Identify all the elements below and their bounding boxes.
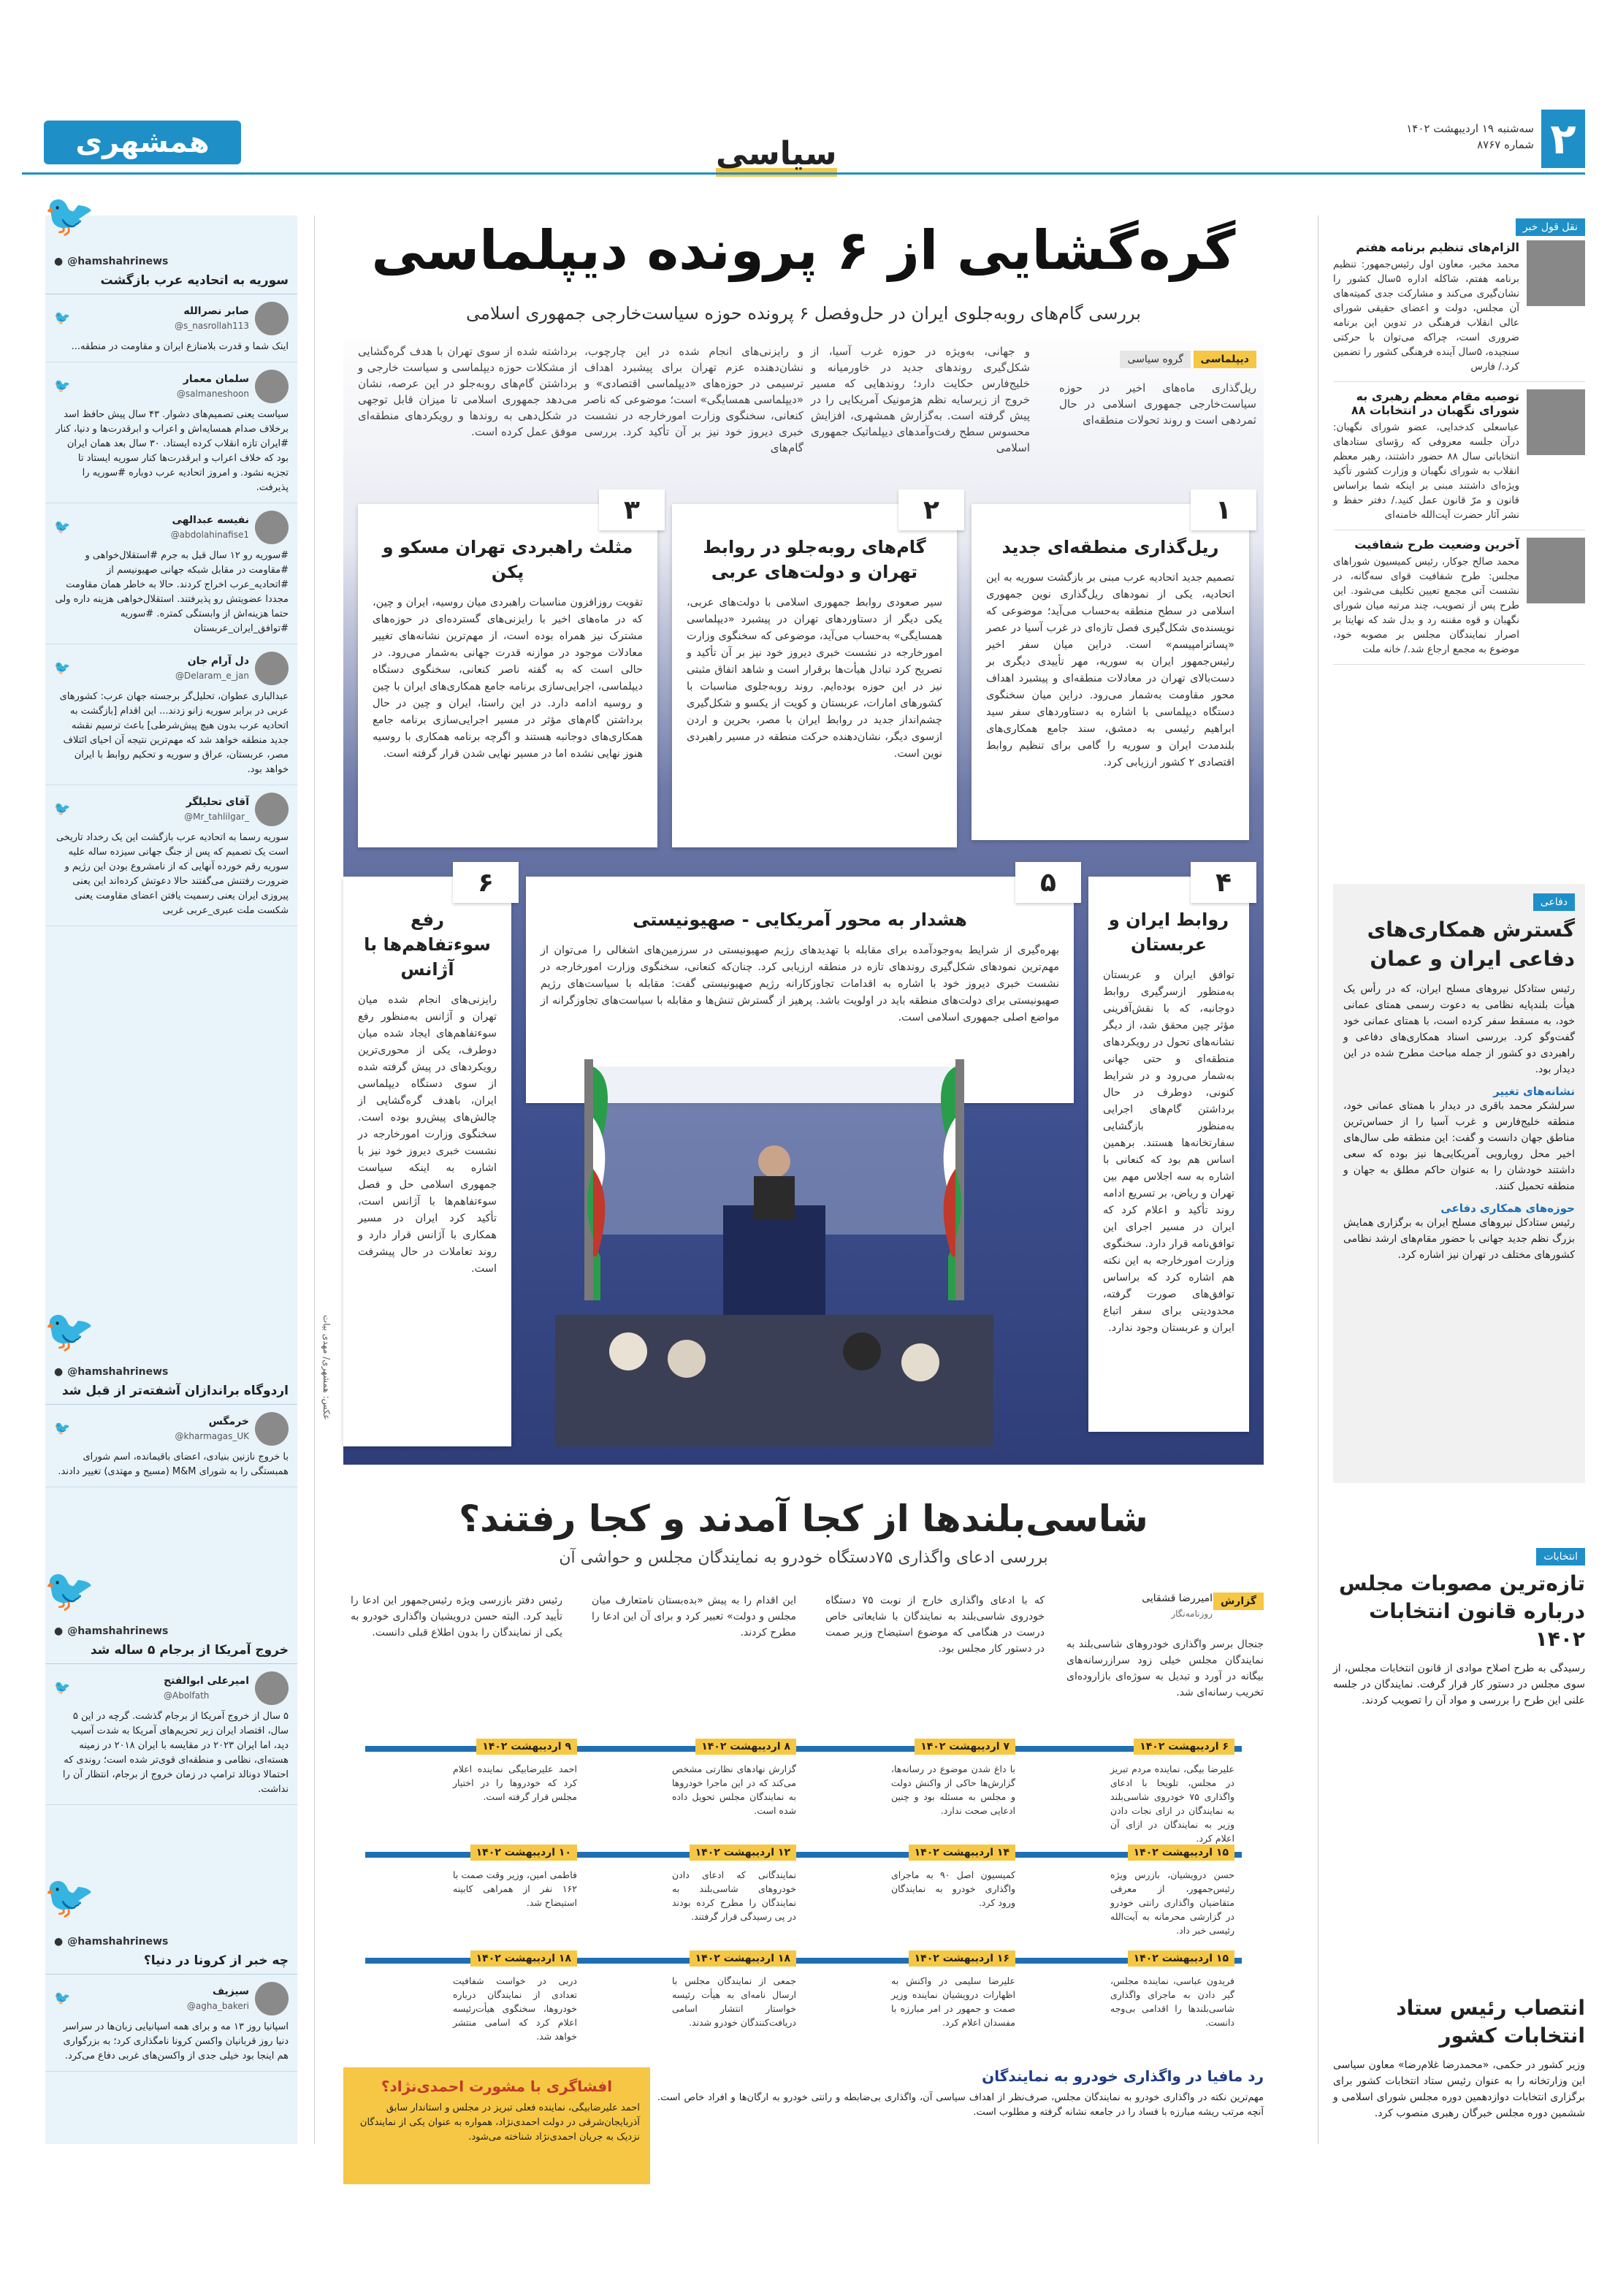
tweet-text: عبدالباری عطوان، تحلیل‌گر برجسته جهان عرب: کشورهای عربی در برابر سوریه زانو زدند... این اقدام [بازگشت به اتحادیه عرب بدون هیچ پیش‌شرطی] باعث ترسیم نقشه جدید منطقه خواهد شد که مهم‌ترین نتیجه آن احیای ائتلاف مصر، عربستان، عراق و سوریه و تحکیم روابط با ایران خواهد بود. [59, 691, 289, 775]
portrait-photo [1527, 538, 1585, 603]
tweet-user-id: @kharmagas_UK [175, 1431, 249, 1441]
twitter-icon: 🐦 [54, 1680, 71, 1696]
tweet-text: #سوریه رو ۱۲ سال قبل به جرم #استقلال‌خواهی و #مقاومت در مقابل شبکه جهانی صهیونیسم از #اتحادیه_عرب اخراج کردند. حالا به خاطر همان مقاومت مجددا عضویتش رو پذیرفتند. استقلال‌خواهی هزینه داره ولی حتما هزینه‌اش از وابستگی کمتره. #سوریه #توافق_ایران_عربستان [55, 550, 289, 634]
intro-paragraph: و جهانی، به‌ویژه در حوزه غرب آسیا، از شکل‌گیری روندهای جدید در خاورمیانه و خلیج‌فارس حکایت دارد؛ روندهایی که مسیر خروج از زیرسایه نظم هژمونیک آمریکایی را در پیش گرفته است. به‌گزارش همشهری، افزایش محسوس سطح رفت‌وآمدهای دیپلماتیک جمهوری اسلامی [811, 345, 1030, 454]
tweet [45, 503, 297, 644]
avatar [255, 511, 289, 544]
twitter-handle[interactable]: ● @hamshahrinews [54, 1625, 169, 1637]
twitter-block-2 [45, 1359, 297, 1487]
tweet [45, 785, 297, 926]
tweet-user-id: @salmaneshoon [176, 389, 249, 399]
hamshahri-logo: همشهری [44, 121, 241, 164]
sidebar-box-ahmadinejad [343, 2067, 650, 2184]
card-title: روابط ایران و عربستان [1108, 909, 1229, 955]
tweet-text: سوریه رسما به اتحادیه عرب بازگشت این یک رخداد تاریخی است یک تصمیم که پس از جنگ جهانی سیزده ساله علیه سوریه رقم خورده آنهایی که از نامشروع بودن این رژیم و ضرورت رفتنش می‌گفتند حالا دعوتش کرده‌اند این یعنی پیروزی ایران یعنی رسمیت یافتن اعضای مقاومت یعنی شکست ملت عبری_عربی غربی [56, 832, 289, 916]
card-title: گام‌های روبه‌جلو در روابط تهران و دولت‌های عربی [703, 537, 926, 582]
avatar [255, 652, 289, 685]
timeline-date: ۱۴ اردیبهشت ۱۴۰۲ [909, 1845, 1015, 1861]
timeline-text: کمیسیون اصل ۹۰ به ماجرای واگذاری خودرو به نمایندگان ورود کرد. [891, 1869, 1015, 1908]
timeline-date: ۶ اردیبهشت ۱۴۰۲ [1134, 1739, 1234, 1755]
news-body: محمد مخبر، معاون اول رئیس‌جمهور: تنظیم برنامه هفتم، شاکله اداره ۵سال کشور را نشان‌گیری می‌کند و مشارکت جدی کمیته‌های آن مجلس، دولت و اعضای حقیقی شورای عالی انقلاب فرهنگی در تدوین این برنامه ضروری است، چراکه می‌توان با حرکتی سنجیده، ۵سال آینده فرهنگی کشور را تضمین کرد./ فارس [1333, 259, 1519, 373]
tweet-user-name: خرمگس [208, 1416, 249, 1427]
timeline-date: ۱۵ اردیبهشت ۱۴۰۲ [1128, 1845, 1234, 1861]
defense-subheading: حوزه‌های همکاری دفاعی [1440, 1202, 1575, 1215]
card-body: سیر صعودی روابط جمهوری اسلامی با دولت‌های عربی، یکی دیگر از دستاوردهای تهران در پیشبرد «دیپلماسی همسایگی» به‌حساب می‌آید، موضوعی که سخنگوی وزارت امورخارجه در نشست خبری دیروز خود نیز بر آن تأکید و تصریح کرد تبادل هیأت‌ها برقرار است و شاهد اتفاق مثبتی نیز در این حوزه بوده‌ایم. روند روبه‌جلوی مناسبات با کشورهای امارات، عربستان و کویت از یکسو و شکل‌گیری چشم‌انداز جدید در روابط ایران با مصر، بحرین و اردن ازسوی دیگر، نشان‌دهنده حرکت منطقه در مسیر راهبردی نوین است. [687, 597, 942, 760]
tweet-user-name: سلمان معمار [183, 373, 249, 385]
report-tag: گزارش [1213, 1593, 1264, 1610]
news-item [1333, 530, 1585, 665]
tweet-text: اینک شما و قدرت بلامنازع ایران و مقاومت در منطقه... [71, 341, 289, 352]
card-number: ۵ [1015, 862, 1081, 903]
press-conference-illustration [555, 1037, 993, 1446]
news-body: محمد صالح جوکار، رئیس کمیسیون شوراهای مجلس: طرح شفافیت قوای سه‌گانه، در نشست آتی مجمع تعیین تکلیف می‌شود. این طرح پس از تصویب، چند مرتبه میان شورای نگهبان و قوه مقننه رد و بدل شد که نهایتا بر اصرار نمایندگان مجلس بر مصوبه خود، موضوع به مجمع ارجاع شد./ خانه ملت [1333, 556, 1519, 655]
timeline-text: علیرضا سلیمی در واکنش به اظهارات درویشیان نماینده وزیر صمت و جمهور در امر مبارزه با مفسدان اعلام کرد. [891, 1975, 1015, 2028]
mafia-section [657, 2067, 1264, 2184]
twitter-bird-icon: 🐦 [44, 1567, 95, 1614]
tweet-text: با خروج نازنین بنیادی، اعضای باقیمانده، اسم شورای همبستگی را به شورای M&M (مسیح و مهتدی) تغییر دادند. [58, 1452, 289, 1477]
news-item [1333, 233, 1585, 382]
story-card-6 [343, 867, 511, 1446]
tweet [45, 294, 297, 362]
card-title: مثلث راهبردی تهران مسکو و پکن [382, 537, 633, 582]
twitter-bird-icon: 🐦 [44, 192, 95, 240]
tweet-user-name: آقای تحلیلگر [186, 796, 249, 808]
intro-paragraph: برداشته شده از سوی تهران با هدف گره‌گشایی از مشکلات حوزه دیپلماسی و سیاست خارجی و برداشتن گام‌های رو‌به‌جلو در این عرصه، نشان می‌دهد جمهوری اسلامی تا میزان قابل توجهی در شکل‌دهی به روندها و رویکردهای منطقه‌ای موفق عمل کرده است. [358, 345, 577, 438]
timeline-date: ۱۶ اردیبهشت ۱۴۰۲ [909, 1950, 1015, 1967]
issue-date: سه‌شنبه ۱۹ اردیبهشت ۱۴۰۲ [1406, 122, 1534, 135]
timeline-date: ۱۵ اردیبهشت ۱۴۰۲ [1128, 1950, 1234, 1967]
tweet-user-name: امیرعلی ابوالفتح [164, 1675, 249, 1687]
quote-tag: نقل قول خبر [1516, 218, 1585, 236]
story2-subheadline: بررسی ادعای واگذاری ۷۵دستگاه خودرو به نمایندگان مجلس و حواشی آن [559, 1549, 1048, 1567]
news-body: عباسعلی کدخدایی، عضو شورای نگهبان: درآن جلسه معروفی که رؤسای ستادهای انتخاباتی سال ۸۸ حضور داشتند، رهبر معظم انقلاب به شورای نگهبان و وزارت کشور تأکید ویژه‌ای داشتند مبنی بر اینکه شما براساس قانون و مرّ قانون عمل کنید./ دفتر حفظ و نشر آثار حضرت آیت‌الله خامنه‌ای [1333, 422, 1520, 521]
twitter-icon: 🐦 [54, 801, 71, 817]
section-tag: دیپلماسی [1194, 351, 1256, 368]
timeline-date: ۱۸ اردیبهشت ۱۴۰۲ [470, 1950, 577, 1967]
tweet-user-id: @agha_bakeri [186, 2001, 249, 2011]
timeline-date: ۹ اردیبهشت ۱۴۰۲ [476, 1739, 577, 1755]
tweet-user-name: نفیسه عبدالهی [172, 514, 249, 526]
card-body: تقویت روزافزون مناسبات راهبردی میان روسیه، ایران و چین، که در ماه‌های اخیر با رایزنی‌های گسترده‌ای در حوزه‌های مشترک نیز همراه بوده است، از مهم‌ترین نشانه‌های تغییر معادلات موجود در موازنه قدرت جهانی به‌شمار می‌رود. در حالی است که به گفته ناصر کنعانی، سخنگوی دستگاه دیپلماسی، اجرایی‌سازی برنامه جامع همکاری‌های ایران با چین و روسیه ادامه دارد. در این راستا، ایران و چین در حال برداشتن گام‌های مؤثر در مسیر اجرایی‌سازی برنامه جامع همکاری‌های دوجانبه هستند و اگرچه برنامه همکاری با روسیه هنوز نهایی نشده اما در مسیر نهایی شدن قرار گرفته است. [373, 597, 643, 760]
timeline-date: ۸ اردیبهشت ۱۴۰۲ [695, 1739, 796, 1755]
timeline-text: نمایندگانی که ادعای دادن خودروهای شاسی‌بلند به نمایندگان را مطرح کرده بودند در پی رسیدگی قرار گرفتند. [672, 1869, 796, 1922]
main-intro [351, 343, 1256, 489]
card-title: ریل‌گذاری منطقه‌ای جدید [1001, 537, 1219, 557]
tweet-user-id: @Abolfath [164, 1690, 210, 1701]
story-card-1 [972, 495, 1249, 840]
election-title: تازه‌ترین مصوبات مجلس درباره قانون انتخابات ۱۴۰۲ [1339, 1571, 1585, 1651]
column-divider-left [314, 216, 315, 2144]
story2-paragraph: این اقدام را به پیش «بده‌بستان نامتعارف میان مجلس و دولت» تعبیر کرد و برای آن این ادعا را مطرح کردند. [592, 1595, 796, 1639]
defense-title: گسترش همکاری‌های دفاعی ایران و عمان [1367, 918, 1575, 971]
news-item [1333, 382, 1585, 530]
twitter-icon: 🐦 [54, 310, 71, 326]
avatar [255, 1982, 289, 2015]
story-card-2 [672, 495, 957, 847]
timeline-text: فریدون عباسی، نماینده مجلس، گیر دادن به ماجرای واگذاری شاسی‌بلندها را اقدامی بی‌وجه دانست. [1110, 1975, 1234, 2028]
twitter-handle[interactable]: ● @hamshahrinews [54, 256, 169, 267]
election-section [1333, 1549, 1585, 1709]
quotes-column [1333, 219, 1585, 665]
intro-paragraph: ریل‌گذاری ماه‌های اخیر در حوزه سیاست‌خارجی جمهوری اسلامی در حال ثمردهی است و روند تحولات منطقه‌ای [1059, 381, 1256, 427]
twitter-headline: اردوگاه براندازان آشفته‌تر از قبل شد [45, 1378, 297, 1405]
twitter-block-3 [45, 1618, 297, 1805]
news-title: توصیه مقام معظم رهبری به شورای نگهبان در انتخابات ۸۸ [1351, 389, 1519, 417]
timeline-date: ۱۰ اردیبهشت ۱۴۰۲ [470, 1845, 577, 1861]
timeline-date: ۱۸ اردیبهشت ۱۴۰۲ [690, 1950, 796, 1967]
story2-headline: شاسی‌بلندها از کجا آمدند و کجا رفتند؟ [459, 1498, 1148, 1540]
card-body: تصمیم جدید اتحادیه عرب مبنی بر بازگشت سوریه به این اتحادیه، یکی از نمودهای ریل‌گذاری نوین جمهوری اسلامی در سطح منطقه به‌حساب می‌آید؛ موضوعی که نویسنده‌ی شکل‌گیری فصل تازه‌ای در غرب آسیا در عصر «پساترامپیسم» است. دراین میان سفر اخیر رئیس‌جمهور ایران به سوریه، مهر تأییدی دیگری بر دست‌بالای تهران در معادلات منطقه‌ای و پیشبرد اهداف محور مقاومت به‌شمار می‌رود. دراین میان سخنگوی دستگاه دیپلماسی با اشاره به دستاوردهای سفر سید ابراهیم رئیسی به دمشق، سند جامع همکاری‌های بلندمدت ایران و سوریه را گامی برای تنظیم روابط اقتصادی ۲ کشور ارزیابی کرد. [986, 572, 1234, 768]
timeline-text: دربی در خواست شفافیت تعدادی از نمایندگان درباره خودروها، سخنگوی هیأت‌رئیسه اعلام کرد که اسامی منتشر خواهد شد. [453, 1975, 577, 2042]
tweet-text: اسپانیا روز ۱۳ مه و برای همه اسپانیایی زبان‌ها در سراسر دنیا روز قربانیان واکسن کرونا نامگذاری کرد؛ به بزرگواری هم اینجا بود خیلی جدی از واکسن‌های غربی دفاع می‌کرد. [63, 2021, 289, 2062]
tweet-user-id: @s_nasrollah113 [174, 321, 249, 331]
twitter-block-1 [45, 248, 297, 926]
timeline-text: فاطمی امین، وزیر وقت صمت با ۱۶۲ نفر از همراهی کابینه استیضاح شد. [453, 1869, 577, 1908]
issue-date-block [1406, 121, 1534, 153]
avatar [255, 1671, 289, 1705]
story-card-3 [358, 495, 657, 847]
avatar [255, 370, 289, 403]
box-text: احمد علیرضابیگی، نماینده فعلی تبریز در مجلس و استاندار سابق آذربایجان‌شرقی در دولت احمدی‌نژاد، همواره به عنوان یکی از نمایندگان نزدیک به جریان احمدی‌نژاد شناخته می‌شود. [359, 2102, 640, 2143]
twitter-icon: 🐦 [54, 1421, 71, 1436]
tweet [45, 1975, 297, 2072]
tweet [45, 1405, 297, 1487]
tweet-text: ۵ سال از خروج آمریکا از برجام گذشت. گرچه در این ۵ سال، اقتصاد ایران زیر تحریم‌های آمریکا به شدت آسیب دید، اما ایران ۲۰۲۳ در مقایسه با ایران ۲۰۱۸ در زمینه هسته‌ای، نظامی و منطقه‌ای قوی‌تر شده است؛ روندی که احتمالا دونالد ترامپ در زمان خروج از برجام، انتظار آن را نداشت. [62, 1711, 289, 1795]
section-title: سیاسی [716, 135, 837, 172]
tweet-user-name: صابر نصرالله [183, 305, 249, 317]
news-title: آخرین وضعیت طرح شفافیت [1354, 538, 1519, 552]
card-number: ۴ [1191, 862, 1256, 903]
avatar [255, 1412, 289, 1446]
twitter-icon: 🐦 [54, 1991, 71, 2006]
section-text: مهم‌ترین نکته در واگذاری خودرو به نمایندگان مجلس، صرف‌نظر از اهداف سیاسی آن، واگذاری بی‌ضابطه و رانتی خودرو به ارگان‌ها و افراد خاص است. آنچه مرتب ریشه مبارزه با فساد را در جامعه نشانه گرفته و مطلوب است. [657, 2092, 1264, 2118]
portrait-photo [1527, 240, 1585, 306]
story2-paragraph: که با ادعای واگذاری خارج از نوبت ۷۵ دستگاه خودروی شاسی‌بلند به نمایندگان با شایعاتی خاص درست در هنگامی که موضوع استیضاح وزیر صمت در دستور کار مجلس بود. [825, 1595, 1045, 1655]
card-body: رایزنی‌های انجام شده میان تهران و آژانس به‌منظور رفع سوءتفاهم‌های ایجاد شده میان دوطرف، یکی از محوری‌ترین رویکردهای در پیش گرفته شده از سوی دستگاه دیپلماسی ایران، باهدف گره‌گشایی از چالش‌های پیش‌رو بوده است. سخنگوی وزارت امورخارجه در نشست خبری دیروز خود نیز با اشاره به اینکه سیاست جمهوری اسلامی حل و فصل سوءتفاهم‌ها با آژانس است، تأکید کرد ایران در مسیر همکاری با آژانس قرار دارد و روند تعاملات در حال پیشرفت است. [358, 994, 497, 1275]
story2-paragraph: رئیس دفتر بازرسی ویژه رئیس‌جمهور این ادعا را تأیید کرد. البته حسن درویشیان واگذاری خودرو به یکی از نمایندگان را بدون اطلاع قبلی دانست. [351, 1595, 562, 1639]
timeline [343, 1739, 1264, 2067]
defense-subheading: نشانه‌های تغییر [1493, 1085, 1575, 1098]
tweet-text: سیاست یعنی تصمیم‌های دشوار. ۴۳ سال پیش حافظ اسد برخلاف صدام همسایه‌اش و اعراب و ابرقدرت‌ها و دنیا، کنار #ایران تازه انقلاب کرده ایستاد. ۳۰ سال بعد همان ایران بود که خلاف اعراب و ابرقدرت‌ها کنار سوریه ایستاد تا تجزیه نشود. و امروز اتحادیه عرب دوباره #سوریه را پذیرفت. [56, 409, 289, 493]
twitter-headline: سوریه به اتحادیه عرب بازگشت [45, 267, 297, 294]
timeline-date: ۱۲ اردیبهشت ۱۴۰۲ [690, 1845, 796, 1861]
photo-caption: عکس: همشهری/ مهدی بیات [321, 1315, 332, 1420]
main-headline: گره‌گشایی از ۶ پرونده دیپلماسی [371, 219, 1236, 282]
author-name: امیررضا قشقایی [1142, 1593, 1213, 1604]
defense-tag: دفاعی [1533, 893, 1575, 911]
election-chief-title: انتصاب رئیس ستاد انتخابات کشور [1396, 1996, 1585, 2048]
timeline-text: با داغ شدن موضوع در رسانه‌ها، گزارش‌ها حاکی از واکنش دولت و مجلس به مسئله بود و چنین ادعایی صحت ندارد. [891, 1763, 1015, 1816]
twitter-handle[interactable]: ● @hamshahrinews [54, 1366, 169, 1378]
card-body: توافق ایران و عربستان به‌منظور ازسرگیری روابط دوجانبه، که با نقش‌آفرینی مؤثر چین محقق شد، از دیگر نشانه‌های تحول در رویکردهای منطقه‌ای و حتی جهانی به‌شمار می‌رود و در شرایط کنونی، دوطرف در حال برداشتن گام‌های اجرایی به‌منظور بازگشایی سفارتخانه‌ها هستند. برهمین اساس هم بود که کنعانی با اشاره به سه اجلاس مهم بین تهران و ریاض، بر تسریع ادامه روند تأکید و اعلام کرد که ایران در مسیر اجرای این توافق‌نامه قرار دارد. سخنگوی وزارت امورخارجه به این نکته هم اشاره کرد که براساس توافق‌های صورت گرفته، محدودیتی برای سفر اتباع ایران و عربستان وجود ندارد. [1103, 969, 1234, 1334]
card-number: ۲ [898, 489, 964, 530]
box-title: افشاگری با مشورت احمدی‌نژاد؟ [381, 2078, 613, 2095]
card-number: ۶ [453, 862, 519, 903]
tweet-user-id: @Delaram_e_jan [175, 671, 249, 681]
twitter-block-4 [45, 1929, 297, 2072]
tweet-user-id: @abdolahinafise1 [170, 530, 249, 540]
twitter-icon: 🐦 [54, 519, 71, 535]
timeline-text: احمد علیرضابیگی نماینده اعلام کرد که خودروها را در اختیار مجلس قرار گرفته است. [453, 1763, 577, 1802]
card-title: رفع سوءتفاهم‌ها با آژانس [364, 909, 491, 980]
story2-paragraph: جنجال برسر واگذاری خودروهای شاسی‌بلند به نمایندگان مجلس خیلی زود سرازرسانه‌های بیگانه در آورد و تبدیل به سوژه‌ای بازاروده‌ای تخریب رسانه‌ای شد. [1066, 1639, 1264, 1698]
timeline-date: ۷ اردیبهشت ۱۴۰۲ [915, 1739, 1015, 1755]
election-chief-section [1333, 1987, 1585, 2121]
timeline-text: علیرضا بیگی، نماینده مردم تبریز در مجلس، تلویحا با ادعای واگذاری ۷۵ خودروی شاسی‌بلند به نمایندگان در ازای نجات دادن وزیر به نمایندگان در ازای آن اعلام کرد. [1110, 1763, 1234, 1844]
defense-body: سرلشکر محمد باقری در دیدار با همتای عمانی خود، منطقه خلیج‌فارس و غرب آسیا را از حساس‌ترین مناطق جهان دانست و گفت: این منطقه طی سال‌های اخیر محل رو‌یارویی آمریکایی‌ها نیز بوده که سعی داشتند خودشان را به عنوان حاکم مطلق به جهان و منطقه تحمیل کنند. [1343, 1100, 1575, 1192]
election-body: رسیدگی به طرح اصلاح موادی از قانون انتخابات مجلس، از سوی مجلس در دستور کار قرار گرفت. نمایندگان در جلسه علنی این طرح را بررسی و مواد آن را تصویب کردند. [1333, 1663, 1585, 1706]
story2-intro [343, 1593, 1264, 1739]
election-tag: انتخابات [1536, 1548, 1585, 1565]
main-subheadline: بررسی گام‌های روبه‌جلوی ایران در حل‌وفصل ۶ پرونده حوزه سیاست‌خارجی جمهوری اسلامی [466, 303, 1141, 324]
portrait-photo [1527, 389, 1585, 455]
avatar [255, 793, 289, 826]
defense-body: رئیس ستادکل نیروهای مسلح ایران به برگزاری همایش بزرگ نظم جدید جهانی با حضور مقام‌های ارشد نظامی کشورهای مختلف در تهران نیز اشاره کرد. [1343, 1217, 1575, 1261]
hamshahri-avatar-icon: ● [54, 256, 64, 267]
tweet [45, 362, 297, 503]
page-number: ۲ [1541, 110, 1585, 168]
twitter-handle[interactable]: ● @hamshahrinews [54, 1936, 169, 1948]
twitter-icon: 🐦 [54, 378, 71, 394]
story-card-4 [1088, 867, 1249, 1432]
twitter-bird-icon: 🐦 [44, 1874, 95, 1921]
hamshahri-avatar-icon: ● [54, 1366, 64, 1378]
election-chief-body: وزیر کشور در حکمی، «محمدرضا غلام‌رضا» معاون سیاسی این وزارتخانه را به عنوان رئیس ستاد انتخابات کشور برای برگزاری انتخابات دوازدهمین دوره مجلس شورای اسلامی و ششمین دوره مجلس خبرگان رهبری منصوب کرد. [1333, 2059, 1585, 2119]
card-number: ۳ [599, 489, 665, 530]
tweet-user-name: سیزیف [212, 1986, 249, 1997]
header-divider [22, 172, 1585, 175]
author-role: روزنامه‌نگار [1171, 1609, 1213, 1619]
avatar [255, 302, 289, 335]
tweet [45, 1664, 297, 1805]
twitter-icon: 🐦 [54, 660, 71, 676]
tweet-user-id: @Mr_tahlilgar_ [184, 812, 249, 822]
twitter-headline: چه خبر از کرونا در دنیا؟ [45, 1948, 297, 1975]
author-tag: گروه سیاسی [1120, 351, 1191, 368]
twitter-bird-icon: 🐦 [44, 1308, 95, 1355]
tweet [45, 644, 297, 785]
timeline-text: حسن درویشیان، بازرس ویژه رئیس‌جمهور، از معرفی متقاضیان واگذاری رانتی خودرو در گزارشی محرمانه به آیت‌الله رئیسی خبر داد. [1110, 1869, 1234, 1936]
defense-box [1333, 884, 1585, 1483]
timeline-text: جمعی از نمایندگان مجلس با ارسال نامه‌ای به هیأت رئیسه خواستار انتشار اسامی دریافت‌کنندگان خودرو شدند. [672, 1975, 796, 2028]
card-number: ۱ [1191, 489, 1256, 530]
defense-body: رئیس ستادکل نیروهای مسلح ایران، که در رأس یک هیأت بلندپایه نظامی به دعوت رسمی همتای عمانی خود، به مسقط سفر کرده است، با همتای عمانی خود گفت‌وگو کرد. بررسی اسناد همکاری‌های دفاعی و راهبردی دو کشور از جمله مباحث مطرح شده در این دیدار بود. [1343, 983, 1575, 1075]
card-body: بهره‌گیری از شرایط به‌وجودآمده برای مقابله با تهدیدهای رژیم صهیونیستی در سرزمین‌های اشغالی را می‌توان از مهم‌ترین نمودهای شکل‌گیری روندهای تازه در منطقه ارزیابی کرد. چنان‌که کنعانی، سخنگوی وزارت امورخارجه در نشست خبری دیروز خود با اشاره به اقدامات تجاوزکارانه رژیم صهیونیستی گفت: مقابله با سیاست‌های رژیم صهیونیستی برای دولت‌های منطقه باید در اولویت باشد. پرهیز از گسترش تنش‌ها و مقابله با سیاست‌های تجاوزگرانه از مواضع اصلی جمهوری اسلامی است. [541, 945, 1059, 1023]
section-heading: رد مافیا در واگذاری خودرو به نمایندگان [982, 2067, 1264, 2085]
hamshahri-avatar-icon: ● [54, 1936, 64, 1948]
timeline-text: گزارش نهادهای نظارتی مشخص می‌کند که در این ماجرا خودروها به نمایندگان مجلس تحویل داده شده است. [672, 1763, 796, 1816]
twitter-headline: خروج آمریکا از برجام ۵ ساله شد [45, 1637, 297, 1664]
tweet-user-name: دل آرام جان [187, 655, 249, 667]
news-title: الزام‌های تنظیم برنامه هفتم [1356, 240, 1519, 254]
card-title: هشدار به محور آمریکایی - صهیونیستی [633, 909, 967, 930]
issue-number: شماره ۸۷۶۷ [1477, 138, 1534, 151]
hamshahri-avatar-icon: ● [54, 1625, 64, 1637]
intro-paragraph: و رایزنی‌های انجام شده در این چارچوب، نشان‌دهنده عزم تهران برای پیشبرد اهداف ترسیمی در حوزه‌های «دیپلماسی اقتصادی» و «دیپلماسی همسایگی» است؛ موضوعی که ناصر کنعانی، سخنگوی وزارت امورخارجه در نشست خبری دیروز خود نیز بر آن تأکید کرد. بررسی گام‌های [584, 345, 804, 454]
